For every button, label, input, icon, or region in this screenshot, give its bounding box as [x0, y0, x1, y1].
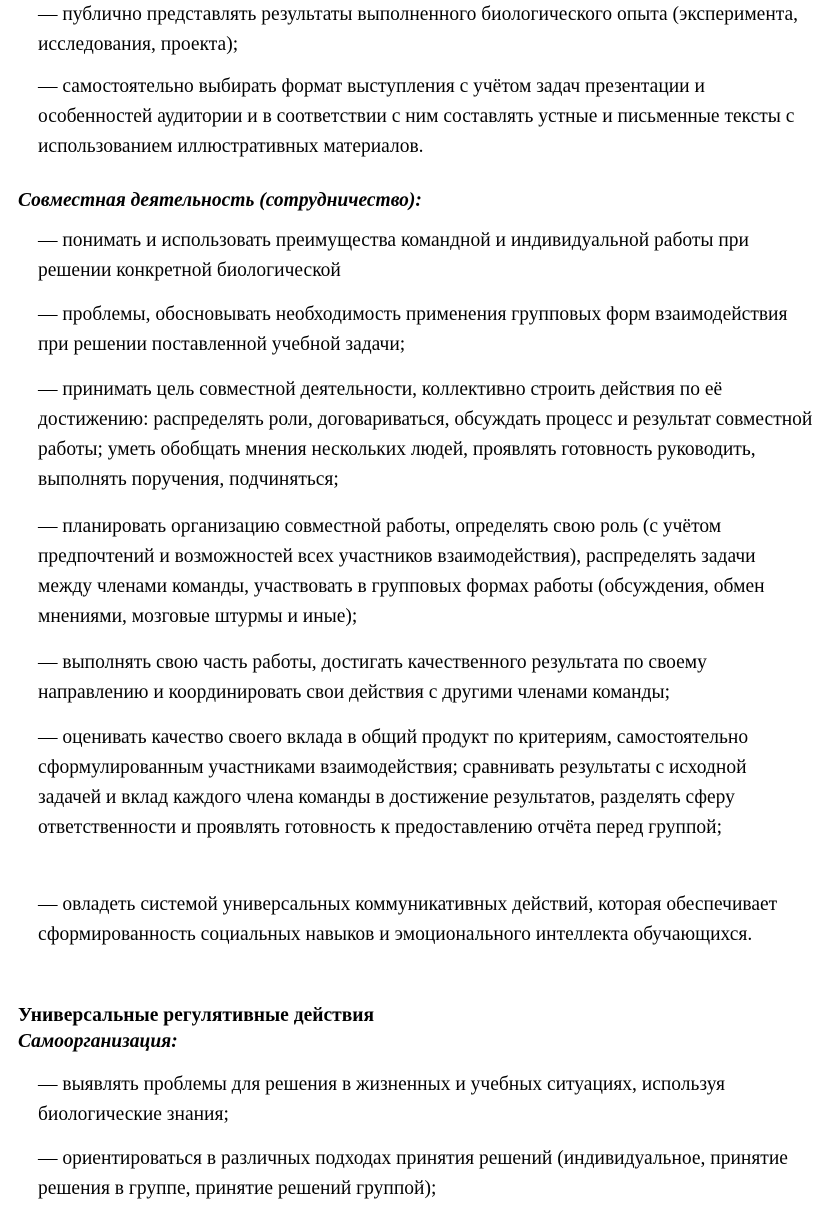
list-item: — проблемы, обосновывать необходимость применения групповых форм взаимодействия при решении поставленной учебной задачи; [38, 304, 788, 355]
list-item: — ориентироваться в различных подходах принятия решений (индивидуальное, принятие решения в группе, принятие решений группой); [38, 1148, 788, 1199]
list-item: — овладеть системой универсальных коммуникативных действий, которая обеспечивает сформированность социальных навыков и эмоционального интеллекта обучающихся. [38, 894, 778, 945]
list-item: — понимать и использовать преимущества командной и индивидуальной работы при решении конкретной биологической [38, 230, 749, 281]
section-heading-cooperation: Совместная деятельность (сотрудничество): [18, 190, 422, 211]
list-item: — оценивать качество своего вклада в общий продукт по критериям, самостоятельно сформулированным участниками взаимодействия; сравнивать результаты с исходной задачей и вклад каждого члена команды в достижение результатов, разделять сферу ответственности и проявлять готовность к предоставлению отчёта перед группой; [38, 727, 749, 838]
list-item: — выполнять свою часть работы, достигать качественного результата по своему направлению и координировать свои действия с другими членами команды; [38, 652, 707, 703]
list-item: — планировать организацию совместной работы, определять свою роль (с учётом предпочтений и возможностей всех участников взаимодействия), распределять задачи между членами команды, участвовать в групповых формах работы (обсуждения, обмен мнениями, мозговые штурмы и иные); [38, 516, 765, 627]
list-item: — принимать цель совместной деятельности, коллективно строить действия по её достижению: распределять роли, договариваться, обсуждать процесс и результат совместной работы; уметь обобщать мнения нескольких людей, проявлять готовность руководить, выполнять поручения, подчиняться; [38, 379, 813, 490]
list-item: — публично представлять результаты выполненного биологического опыта (эксперимента, исследования, проекта); [38, 4, 799, 55]
list-item: — самостоятельно выбирать формат выступления с учётом задач презентации и особенностей аудитории и в соответствии с ним составлять устные и письменные тексты с использованием иллюстративных материалов. [38, 76, 795, 157]
section-heading-regulatory: Универсальные регулятивные действия [18, 1005, 375, 1026]
list-item: — выявлять проблемы для решения в жизненных и учебных ситуациях, используя биологические знания; [38, 1074, 725, 1125]
subheading-self-organization: Самоорганизация: [18, 1031, 178, 1052]
